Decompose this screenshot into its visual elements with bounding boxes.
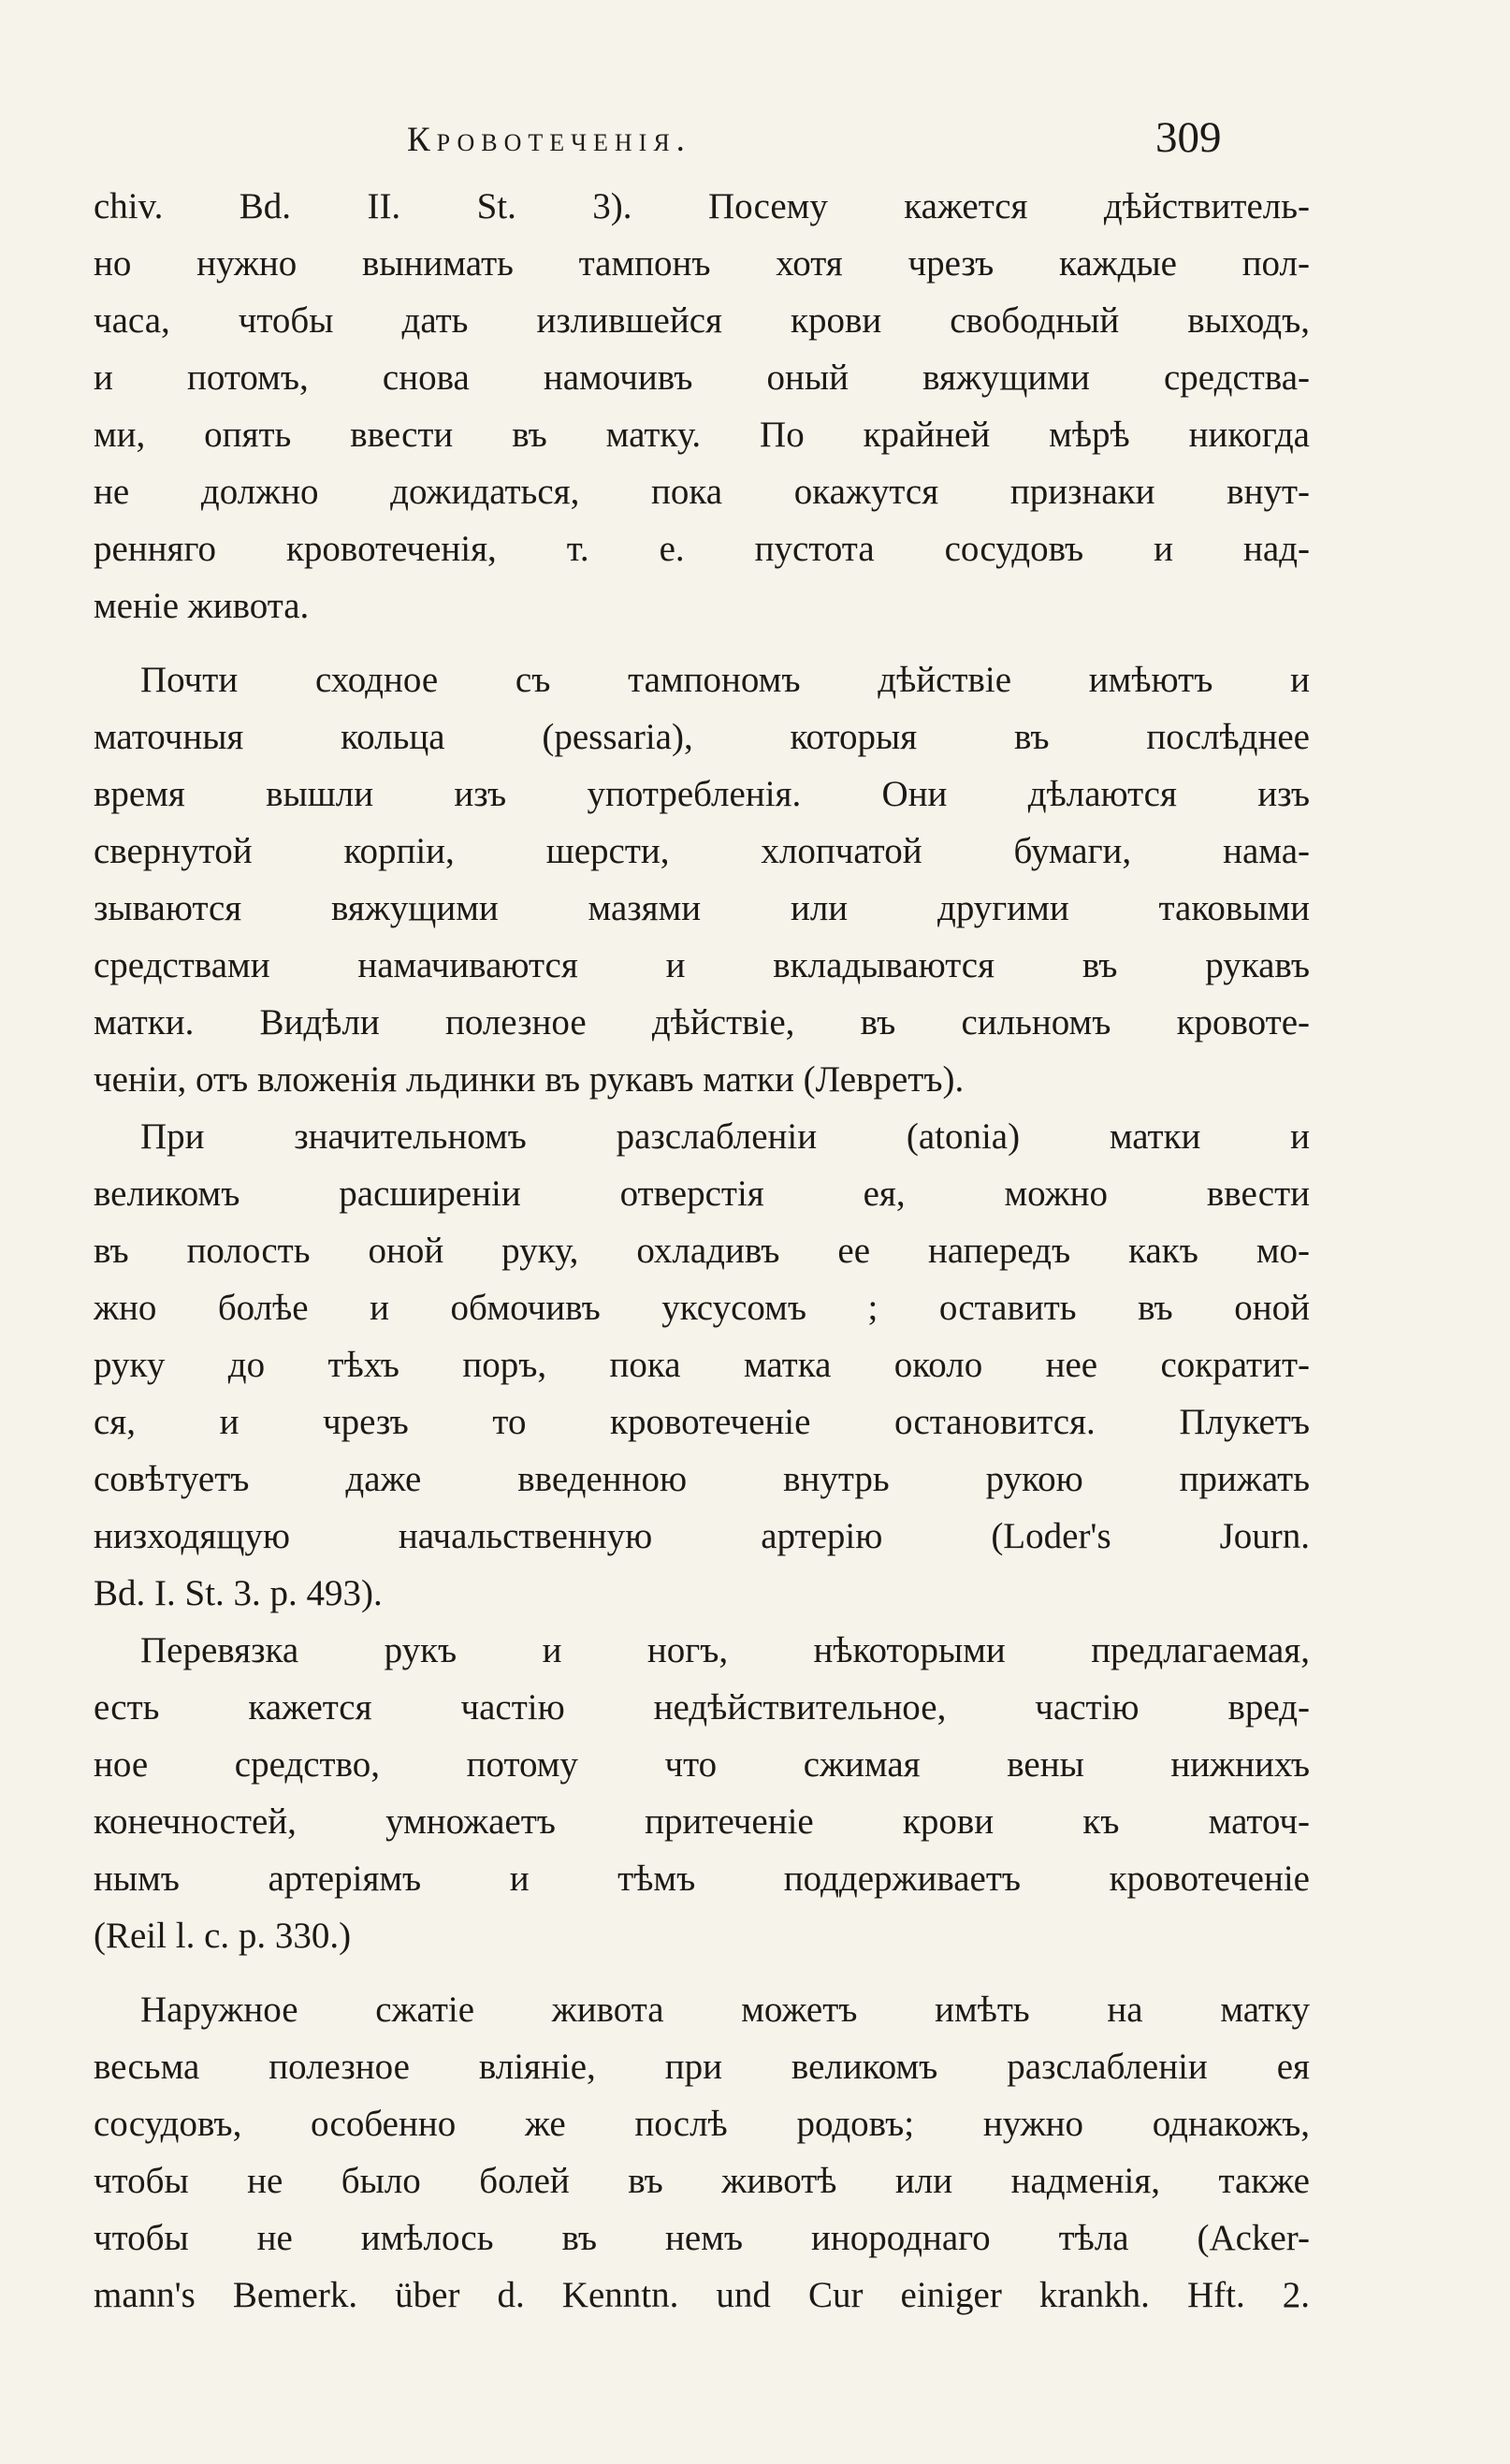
text-line: При значительномъ разслабленіи (atonia) матки и bbox=[140, 1116, 1310, 1157]
text-line: ми, опять ввести въ матку. По крайней мѣрѣ никогда bbox=[94, 415, 1310, 455]
text-line: ченіи, отъ вложенія льдинки въ рукавъ матки (Левретъ). bbox=[94, 1059, 965, 1100]
text-line: Наружное сжатіе живота можетъ имѣть на матку bbox=[140, 1990, 1310, 2030]
text-line: совѣтуетъ даже введенною внутрь рукою прижать bbox=[94, 1459, 1310, 1499]
text-line: свернутой корпіи, шерсти, хлопчатой бумаги, нама- bbox=[94, 831, 1310, 871]
paragraph bbox=[94, 1108, 1310, 1622]
text-line: chiv. Bd. II. St. 3). Посему кажется дѣйствитель- bbox=[94, 186, 1310, 226]
paragraph bbox=[94, 1981, 1310, 2324]
text-line: матки. Видѣли полезное дѣйствіе, въ сильномъ кровоте- bbox=[94, 1002, 1310, 1042]
text-line: не должно дожидаться, пока окажутся признаки внут- bbox=[94, 472, 1310, 512]
text-line: весьма полезное вліяніе, при великомъ разслабленіи ея bbox=[94, 2047, 1310, 2087]
text-line: и потомъ, снова намочивъ оный вяжущими средства- bbox=[94, 357, 1310, 398]
text-line: время вышли изъ употребленія. Они дѣлаются изъ bbox=[94, 774, 1310, 814]
text-line: Перевязка рукъ и ногъ, нѣкоторыми предлагаемая, bbox=[140, 1630, 1310, 1670]
text-line: жно болѣе и обмочивъ уксусомъ ; оставить въ оной bbox=[94, 1288, 1310, 1328]
text-line: чтобы не имѣлось въ немъ инороднаго тѣла (Acker- bbox=[94, 2218, 1310, 2258]
text-line: средствами намачиваются и вкладываются въ рукавъ bbox=[94, 945, 1310, 985]
text-line: нымъ артеріямъ и тѣмъ поддерживаетъ кровотеченіе bbox=[94, 1859, 1310, 1899]
text-line: великомъ расширеніи отверстія ея, можно ввести bbox=[94, 1174, 1310, 1214]
text-line: (Reil l. c. p. 330.) bbox=[94, 1916, 352, 1956]
text-line: ренняго кровотеченія, т. е. пустота сосудовъ и над- bbox=[94, 529, 1310, 569]
text-line: руку до тѣхъ поръ, пока матка около нее сократит- bbox=[94, 1345, 1310, 1385]
text-line: въ полость оной руку, охладивъ ее напередъ какъ мо- bbox=[94, 1231, 1310, 1271]
text-line: часа, чтобы дать излившейся крови свободный выходъ, bbox=[94, 300, 1310, 341]
text-line: чтобы не было болей въ животѣ или надменія, также bbox=[94, 2161, 1310, 2201]
running-title: Кровотеченія. bbox=[407, 121, 691, 159]
body-text bbox=[94, 178, 1310, 2324]
text-line: низходящую начальственную артерію (Loder's Journ. bbox=[94, 1516, 1310, 1556]
page-number: 309 bbox=[1155, 113, 1222, 162]
text-line: ное средство, потому что сжимая вены нижнихъ bbox=[94, 1744, 1310, 1785]
paragraph bbox=[94, 178, 1310, 634]
text-line: ся, и чрезъ то кровотеченіе остановится. Плукетъ bbox=[94, 1402, 1310, 1442]
text-line: Bd. I. St. 3. p. 493). bbox=[94, 1573, 383, 1613]
text-line: сосудовъ, особенно же послѣ родовъ; нужно однакожъ, bbox=[94, 2104, 1310, 2144]
text-line: маточныя кольца (pessaria), которыя въ послѣднее bbox=[94, 717, 1310, 757]
text-line: меніе живота. bbox=[94, 586, 310, 626]
paragraph bbox=[94, 1622, 1310, 1964]
page-header bbox=[94, 112, 1310, 168]
text-line: зываются вяжущими мазями или другими таковыми bbox=[94, 888, 1310, 928]
text-line: mann's Bemerk. über d. Kenntn. und Cur einiger krankh. Hft. 2. bbox=[94, 2275, 1310, 2315]
paragraph bbox=[94, 651, 1310, 1108]
text-line: есть кажется частію недѣйствительное, частію вред- bbox=[94, 1687, 1310, 1728]
text-line: конечностей, умножаетъ притеченіе крови къ маточ- bbox=[94, 1801, 1310, 1842]
text-line: но нужно вынимать тампонъ хотя чрезъ каждые пол- bbox=[94, 243, 1310, 284]
text-line: Почти сходное съ тампономъ дѣйствіе имѣютъ и bbox=[140, 660, 1310, 700]
